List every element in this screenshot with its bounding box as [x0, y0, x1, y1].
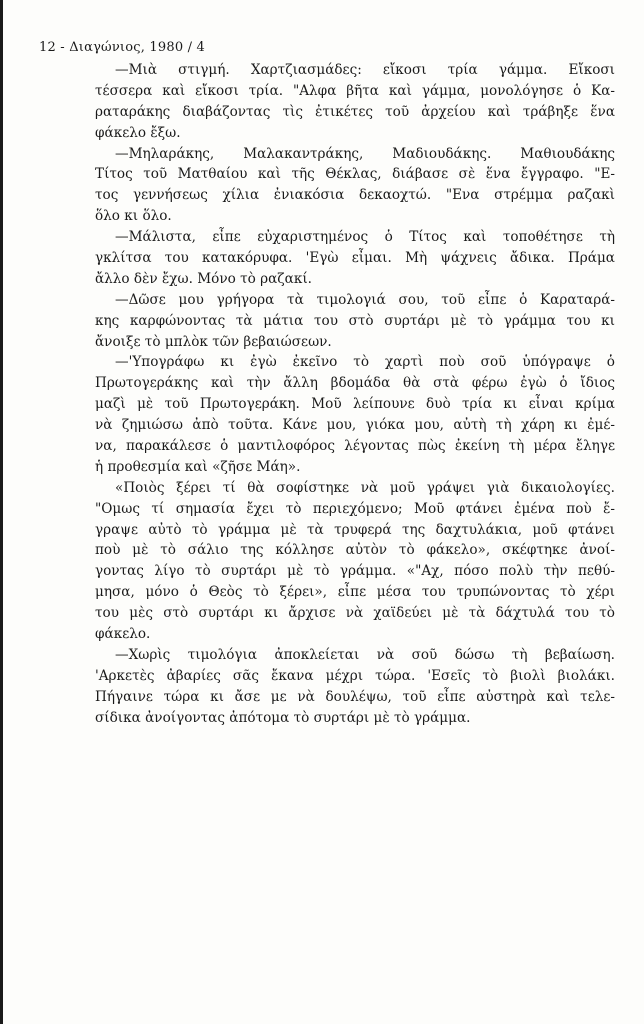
text-line: μαζὶ μὲ τοῦ Πρωτογεράκη. Μοῦ λείπουνε δυὸ τρία κι εἶναι κρίμα [95, 396, 615, 413]
text-line: γραψε αὐτὸ τὸ γράμμα μὲ τὰ τρυφερά της δαχτυλάκια, μοῦ φτάνει [95, 521, 615, 538]
text-line: γοντας λίγο τὸ συρτάρι μὲ τὸ γράμμα. «"Αχ, πόσο πολὺ τὴν πεθύ- [95, 563, 615, 580]
text-line: κης καρφώνοντας τὰ μάτια του στὸ συρτάρι μὲ τὸ γράμμα του κι [95, 312, 615, 329]
page-header: 12 - Διαγώνιος, 1980 / 4 [39, 40, 206, 55]
text-line: —Μιὰ στιγμή. Χαρτζιασμάδες: εἴκοσι τρία γάμμα. Εἴκοσι [115, 62, 615, 78]
text-line: ραταράκης διαβάζοντας τὶς ἐτικέτες τοῦ ἀρχείου καὶ τράβηξε ἕνα [95, 103, 615, 120]
text-line: —Μηλαράκης, Μαλακαντράκης, Μαδιουδάκης. Μαθιουδάκης [115, 145, 615, 162]
text-line: νὰ ζημιώσω ἀπὸ τοῦτα. Κάνε μου, γιόκα μου, αὐτὴ τὴ χάρη κι ἐμέ- [95, 417, 615, 434]
paragraph [95, 352, 615, 477]
body-text [95, 60, 615, 729]
text-line: —Χωρὶς τιμολόγια ἀποκλείεται νὰ σοῦ δώσω τὴ βεβαίωση. [115, 646, 615, 663]
text-line: ἡ προθεσμία καὶ «ζῆσε Μάη». [95, 458, 301, 475]
text-line: τος γεννήσεως χίλια ἐνιακόσια δεκαοχτώ. "Ενα στρέμμα ραζακὶ [95, 187, 615, 204]
text-line: να, παρακάλεσε ὁ μαντιλοφόρος λέγοντας πὼς ἐκείνη τὴ μέρα ἔληγε [95, 438, 615, 455]
text-line: —'Υπογράφω κι ἐγὼ ἐκεῖνο τὸ χαρτὶ ποὺ σοῦ ὑπόγραψε ὁ [115, 354, 615, 371]
text-line: σίδικα ἀνοίγοντας ἀπότομα τὸ συρτάρι μὲ τὸ γράμμα. [95, 709, 471, 726]
text-line: Πήγαινε τώρα κι ἄσε με νὰ δουλέψω, τοῦ εἶπε αὐστηρὰ καὶ τελε- [95, 688, 615, 705]
paragraph [95, 290, 615, 353]
text-line: φάκελο. [95, 626, 151, 643]
text-line: ἄλλο δὲν ἔχω. Μόνο τὸ ραζακί. [95, 270, 313, 287]
text-line: —Μάλιστα, εἶπε εὐχαριστημένος ὁ Τίτος καὶ τοποθέτησε τὴ [115, 229, 615, 246]
paragraph [95, 144, 615, 228]
text-line: ποὺ μὲ τὸ σάλιο της κόλλησε αὐτὸν τὸ φάκελο», σκέφτηκε ἀνοί- [95, 542, 615, 559]
paragraph [95, 645, 615, 729]
text-line: φάκελο ἔξω. [95, 124, 181, 141]
text-line: —Δῶσε μου γρήγορα τὰ τιμολογιά σου, τοῦ εἶπε ὁ Καραταρά- [115, 291, 615, 308]
text-line: 'Αρκετὲς ἀβαρίες σᾶς ἔκανα μέχρι τώρα. 'Εσεῖς τὸ βιολὶ βιολάκι. [95, 667, 615, 684]
text-line: ἄνοιξε τὸ μπλὸκ τῶν βεβαιώσεων. [95, 333, 332, 350]
text-line: "Ομως τί σημασία ἔχει τὸ περιεχόμενο; Μοῦ φτάνει ἐμένα ποὺ ἔ- [95, 500, 615, 517]
paragraph [95, 60, 615, 144]
text-line: του μὲς στὸ συρτάρι κι ἄρχισε νὰ χαϊδεύει μὲ τὰ δάχτυλά του τὸ [95, 605, 615, 622]
text-line: «Ποιὸς ξέρει τί θὰ σοφίστηκε νὰ μοῦ γράψει γιὰ δικαιολογίες. [115, 479, 615, 496]
text-line: Τίτος τοῦ Ματθαίου καὶ τῆς Θέκλας, διάβασε σὲ ἕνα ἔγγραφο. "Ε- [95, 166, 615, 183]
text-line: γκλίτσα του κατακόρυφα. 'Εγὼ εἶμαι. Μὴ ψάχνεις ἄδικα. Πράμα [95, 250, 615, 267]
paragraph [95, 227, 615, 290]
text-line: Πρωτογεράκης καὶ τὴν ἄλλη βδομάδα θὰ στὰ φέρω ἐγὼ ὁ ἴδιος [95, 375, 615, 392]
text-line: μησα, μόνο ὁ Θεὸς τὸ ξέρει», εἶπε μέσα του τρυπώνοντας τὸ χέρι [95, 584, 615, 601]
text-line: τέσσερα καὶ εἴκοσι τρία. "Αλφα βῆτα καὶ γάμμα, μονολόγησε ὁ Κα- [95, 82, 615, 99]
paragraph [95, 478, 615, 645]
text-line: ὅλο κι ὅλο. [95, 208, 172, 225]
